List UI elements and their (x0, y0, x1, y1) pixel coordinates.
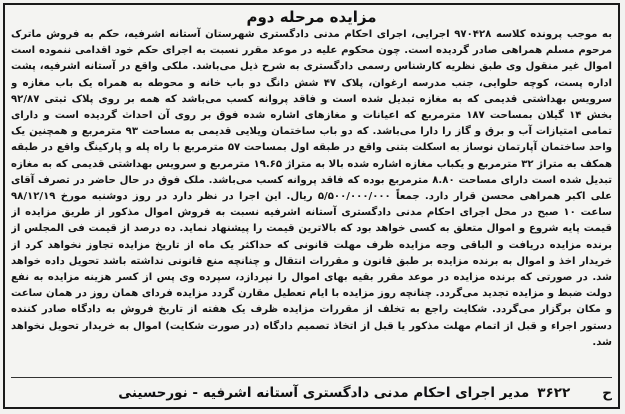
footer-code: ح (602, 385, 612, 401)
auction-notice (3, 3, 620, 409)
notice-title: مزایده مرحله دوم (246, 8, 377, 26)
notice-body: به موجب پرونده کلاسه ۹۷۰۴۲۸ اجرایی، اجرای احکام مدنی دادگستری شهرستان آستانه اشرفیه، حکم به فروش ماترک مرحوم مسلم همراهی صادر گردیده است. چون محکوم علیه در موعد مقرر نسبت به اجرای حکم خود اقدامی ننموده است اموال غیر منقول وی طبق نظریه کارشناس رسمی دادگستری به شرح ذیل می‌باشد. ملکی واقع در آستانه اشرفیه، پشت اداره پست، کوچه حلوایی، جنب مدرسه ارغوان، پلاک ۴۷ شش دانگ دو باب خانه و محوطه به همراه یک باب مغازه و سرویس بهداشتی قدیمی که به مغازه تبدیل شده است و فاقد پروانه کسب می‌باشد که همه بر روی پلاک ثبتی ۹۲/۸۷ بخش ۱۴ گیلان بمساحت ۱۸۷ مترمربع که اعیانات و مغازهای اشاره شده فوق بر روی آن احداث گردیده است و دارای تمامی امتیازات آب و برق و گاز را دارا می‌باشد. که دو باب ساختمان ویلایی قدیمی به مساحت ۹۳ مترمربع و همچنین یک واحد ساختمان آپارتمان نوساز به اسکلت بتنی واقع در طبقه اول بمساحت ۵۷ مترمربع با راه پله و پارکینگ واقع در طبقه همکف به متراژ ۳۲ مترمربع و یکباب مغازه اشاره شده بالا به متراژ ۱۹.۶۵ مترمربع و سرویس بهداشتی قدیمی که به مغازه تبدیل شده است دارای مساحت ۸.۸۰ مترمربع بوده که فاقد پروانه کسب می‌باشد. ملک فوق در حال حاضر در تصرف آقای علی اکبر همراهی محسن قرار دارد. جمعاً ۵/۵۰۰/۰۰۰/۰۰۰ ریال. این اجرا در نظر دارد در روز دوشنبه مورخ ۹۸/۱۲/۱۹ ساعت ۱۰ صبح در محل اجرای احکام مدنی دادگستری آستانه اشرفیه نسبت به فروش اموال مذکور از طریق مزایده از قیمت پایه شروع و اموال متعلق به کسی خواهد بود که بالاترین قیمت را پیشنهاد نماید. ده درصد از قیمت فی المجلس از برنده مزایده دریافت و الباقی وجه مزایده ظرف مهلت قانونی که حداکثر یک ماه از تاریخ مزایده تجاوز نخواهد کرد از خریدار اخذ و اموال به برنده مزایده بر طبق قانون و مقررات انتقال و چنانچه منع قانونی نداشته باشد تحویل داده خواهد شد. در صورتی که برنده مزایده در موعد مقرر بقیه بهای اموال را نپردازد، سپرده وی پس از کسر هزینه مزایده به نفع دولت ضبط و مزایده تجدید می‌گردد. چنانچه روز مزایده با ایام تعطیل مقارن گردد مزایده فردای همان روز در همان ساعت و مکان برگزار می‌گردد. شکایت راجع به تخلف از مقررات مزایده ظرف یک هفته از تاریخ فروش به دادگاه صادر کننده دستور اجراء و قبل از اتمام مهلت مذکور یا قبل از اتخاذ تصمیم دادگاه (در صورت شکایت) اموال به خریدار تحویل نخواهد شد. (11, 29, 612, 348)
footer-issuer: مدیر اجرای احکام مدنی دادگستری آستانه اشرفیه - نورحسینی (118, 385, 530, 401)
footer-divider (11, 377, 612, 378)
footer-number: ۳۶۲۲ (537, 385, 571, 401)
notice-footer (11, 381, 612, 405)
